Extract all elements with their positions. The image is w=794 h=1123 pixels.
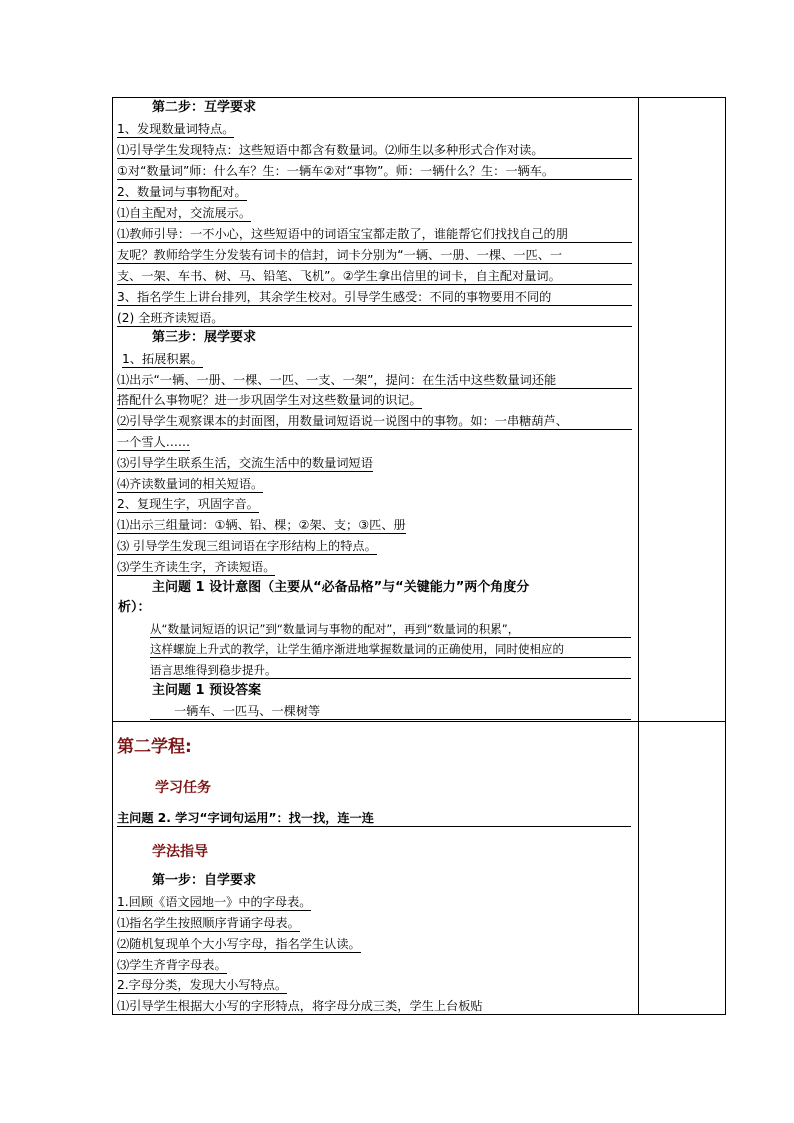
column-divider [638,97,639,1015]
text-line: ⑵随机复现单个大小写字母，指名学生认读。 [117,937,361,951]
text-line: ⑶ 引导学生发现三组词语在字形结构上的特点。 [117,539,377,553]
text-line: 搭配什么事物呢？进一步巩固学生对这些数量词的识记。 [117,393,422,407]
text-line: ⑴出示“一辆、一册、一棵、一匹、一支、一架”，提问：在生活中这些数量词还能 [117,372,632,389]
text-line: 1、发现数量词特点。 [117,122,235,136]
text-line: ⑴引导学生根据大小写的字形特点，将字母分成三类，学生上台板贴 [117,999,483,1013]
step2-heading: 第二步：互学要求 [152,100,257,115]
main-question-2-text: 主问题 2. 学习“字词句运用”：找一找，连一连 [117,811,374,825]
method-guide-heading: 学法指导 [152,844,208,860]
text-line: 一个雪人…… [117,435,191,449]
text-line: ⑵引导学生观察课本的封面图，用数量词短语说一说图中的事物。如：一串糖葫芦、 [117,413,632,430]
preset-answer-heading: 主问题 1 预设答案 [152,683,262,698]
design-intent-heading: 主问题 1 设计意图（主要从“必备品格”与“关键能力”两个角度分 [152,580,530,595]
step1-heading: 第一步：自学要求 [152,873,257,888]
text-line: (2) 全班齐读短语。 [117,310,632,327]
design-intent-text: 语言思维得到稳步提升。 [150,662,631,679]
text-line: 3、指名学生上讲台排列，其余学生校对。引导学生感受：不同的事物要用不同的 [117,289,632,306]
text-line: ⑶学生齐背字母表。 [117,958,227,972]
main-question-2 [117,810,631,827]
text-line: ⑴自主配对，交流展示。 [117,206,252,220]
text-line: ⑴教师引导：一不小心，这些短语中的词语宝宝都走散了，谁能帮它们找找自己的朋 [117,226,632,243]
text-line: 1.回顾《语文园地一》中的字母表。 [117,895,312,909]
step3-heading: 第三步：展学要求 [152,330,257,345]
preset-answer-text: 一辆车、一匹马、一棵树等 [150,703,631,720]
row-divider [112,721,726,722]
text-line: 支、一架、车书、树、马、铅笔、飞机”。②学生拿出信里的词卡，自主配对量词。 [117,268,632,285]
text-line: 2.字母分类，发现大小写特点。 [117,978,288,992]
text-line: 1、拓展积累。 [122,352,203,366]
text-line: ⑴指名学生按照顺序背诵字母表。 [117,916,300,930]
text-line: ⑶引导学生联系生活，交流生活中的数量词短语 [117,456,373,470]
text-line: ⑴引导学生发现特点：这些短语中都含有数量词。⑵师生以多种形式合作对读。 [117,142,632,159]
learning-task-heading: 学习任务 [155,780,211,796]
design-intent-text: 这样螺旋上升式的教学，让学生循序渐进地掌握数量词的正确使用，同时使相应的 [150,641,631,658]
section-title: 第二学程: [117,737,192,757]
text-line: ⑴出示三组量词：①辆、铅、棵；②架、支；③匹、册 [117,518,406,532]
text-line: 友呢？教师给学生分发装有词卡的信封，词卡分别为“一辆、一册、一棵、一匹、一 [117,247,632,264]
text-line: 2、复现生字，巩固字音。 [117,497,259,511]
text-line: ⑷齐读数量词的相关短语。 [117,477,264,491]
design-intent-text: 从“数量词短语的识记”到“数量词与事物的配对”，再到“数量词的积累”， [150,621,631,638]
text-line: 2、数量词与事物配对。 [117,185,247,199]
design-intent-heading-cont: 析）： [118,600,151,615]
text-line: ①对“数量词”师：什么车？生：一辆车②对“事物”。师：一辆什么？生：一辆车。 [117,163,632,180]
text-line: ⑶学生齐读生字，齐读短语。 [117,560,276,574]
